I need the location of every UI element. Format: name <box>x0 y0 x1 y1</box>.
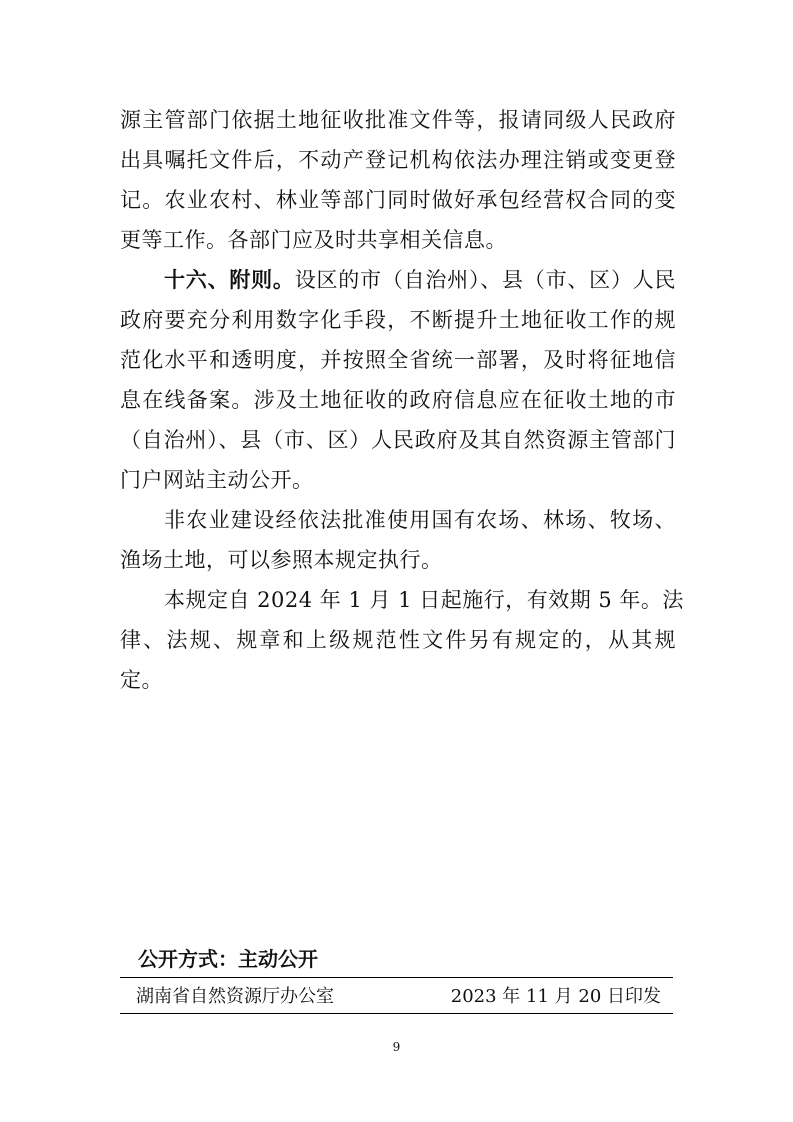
issuing-office: 湖南省自然资源厅办公室 <box>136 986 334 1007</box>
text-line: （自治州）、县（市、区）人民政府及其自然资源主管部门 <box>120 428 676 452</box>
issue-date: 2023 年 11 月 20 日印发 <box>450 986 661 1007</box>
text-line: 更等工作。各部门应及时共享相关信息。 <box>120 228 507 252</box>
text-line: 非农业建设经依法批准使用国有农场、林场、牧场、 <box>164 508 676 532</box>
text-line: 本规定自 2024 年 1 月 1 日起施行，有效期 5 年。法 <box>164 588 684 612</box>
footer-rule-bottom <box>120 1013 673 1014</box>
text-line: 源主管部门依据土地征收批准文件等，报请同级人民政府 <box>120 108 676 132</box>
text-line <box>120 260 676 300</box>
text-line: 息在线备案。涉及土地征收的政府信息应在征收土地的市 <box>120 388 676 412</box>
text-line: 定。 <box>120 668 163 692</box>
paragraph-3 <box>120 500 676 580</box>
disclosure-method: 公开方式：主动公开 <box>138 947 318 971</box>
text-line: 范化水平和透明度，并按照全省统一部署，及时将征地信 <box>120 348 676 372</box>
footer-rule-top <box>120 977 673 978</box>
document-body <box>120 100 684 700</box>
text-line: 出具嘱托文件后，不动产登记机构依法办理注销或变更登 <box>120 148 676 172</box>
text-line: 渔场土地，可以参照本规定执行。 <box>120 548 443 572</box>
page-number: 9 <box>392 1040 401 1054</box>
paragraph-2 <box>120 260 676 500</box>
section-heading: 十六、附则。 <box>164 268 295 292</box>
text-line: 门户网站主动公开。 <box>120 468 314 492</box>
text-line: 记。农业农村、林业等部门同时做好承包经营权合同的变 <box>120 188 676 212</box>
paragraph-4 <box>120 580 684 700</box>
paragraph-1 <box>120 100 676 260</box>
text-line: 律、法规、规章和上级规范性文件另有规定的，从其规 <box>120 628 676 652</box>
text-span: 设区的市（自治州）、县（市、区）人民 <box>294 268 677 292</box>
text-line: 政府要充分利用数字化手段，不断提升土地征收工作的规 <box>120 308 676 332</box>
